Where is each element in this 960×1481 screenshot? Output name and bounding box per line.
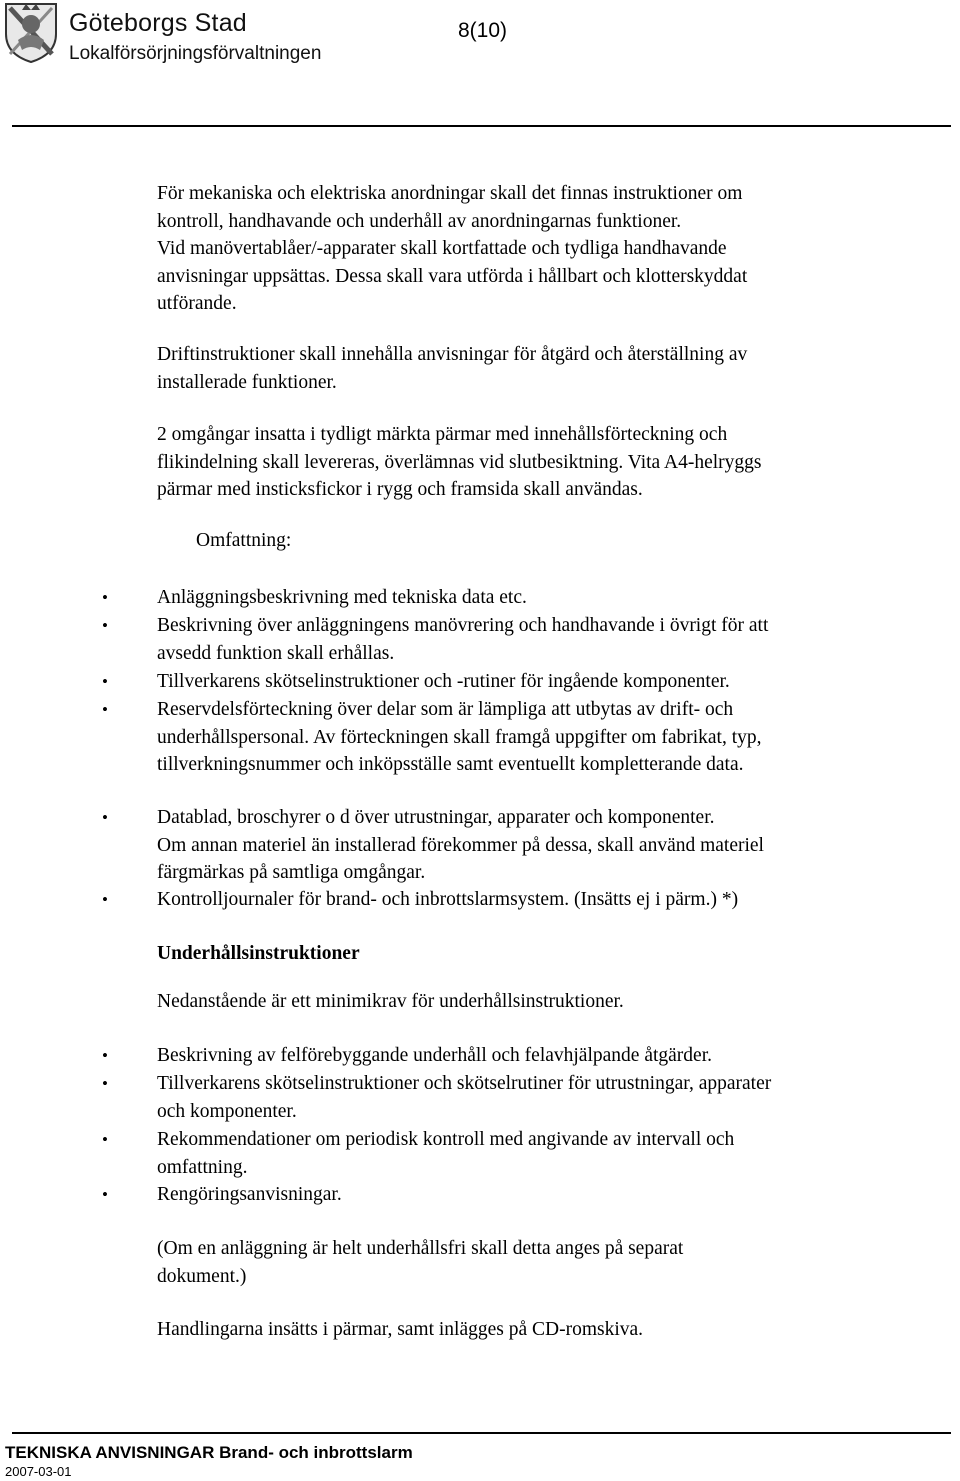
bullet-icon: •	[102, 616, 108, 635]
text-line: installerade funktioner.	[157, 371, 337, 393]
bullet-icon: •	[102, 808, 108, 827]
text-line: färgmärkas på samtliga omgångar.	[157, 862, 426, 883]
text-line: dokument.)	[157, 1265, 247, 1287]
text-line: Vid manövertablåer/-apparater skall kortfattade och tydliga handhavande	[157, 238, 727, 259]
organization-name: Göteborgs Stad	[69, 9, 247, 37]
text-line: Tillverkarens skötselinstruktioner och skötselrutiner för utrustningar, apparater	[157, 1073, 772, 1094]
footer-date: 2007-03-01	[5, 1464, 72, 1479]
text-line: avsedd funktion skall erhållas.	[157, 642, 395, 664]
text-line: Tillverkarens skötselinstruktioner och -rutiner för ingående komponenter.	[157, 671, 730, 692]
list-item	[157, 804, 917, 887]
header-divider	[12, 125, 951, 127]
list-item	[157, 1042, 917, 1070]
text-line: 2 omgångar insatta i tydligt märkta pärmar med innehållsförteckning och	[157, 424, 728, 445]
bullet-icon: •	[102, 588, 108, 607]
text-line: utförande.	[157, 293, 237, 314]
section-heading: Underhållsinstruktioner	[157, 943, 360, 964]
city-crest-icon	[0, 0, 62, 64]
text-line: pärmar med insticksfickor i rygg och framsida skall användas.	[157, 479, 643, 500]
bullet-icon: •	[102, 1185, 108, 1204]
text-line: Rengöringsanvisningar.	[157, 1184, 342, 1205]
text-line: Datablad, broschyrer o d över utrustningar, apparater och komponenter.	[157, 807, 715, 828]
text-line: För mekaniska och elektriska anordningar skall det finnas instruktioner om	[157, 183, 743, 204]
text-line: Anläggningsbeskrivning med tekniska data etc.	[157, 587, 527, 608]
paragraph-maintenance-intro: Nedanstående är ett minimikrav för underhållsinstruktioner.	[157, 991, 624, 1012]
footer-document-title: TEKNISKA ANVISNINGAR Brand- och inbrottslarm	[5, 1443, 413, 1462]
paragraph-closing: Handlingarna insätts i pärmar, samt inlägges på CD-romskiva.	[157, 1319, 644, 1340]
text-line: underhållspersonal. Av förteckningen skall framgå uppgifter om fabrikat, typ,	[157, 726, 762, 748]
text-line: (Om en anläggning är helt underhållsfri skall detta anges på separat	[157, 1238, 684, 1259]
bullet-icon: •	[102, 1130, 108, 1149]
text-line: Reservdelsförteckning över delar som är lämpliga att utbytas av drift- och	[157, 699, 734, 720]
bullet-icon: •	[102, 700, 108, 719]
text-line: omfattning.	[157, 1156, 248, 1178]
text-line: Driftinstruktioner skall innehålla anvisningar för åtgärd och återställning av	[157, 344, 748, 365]
paragraph-note	[157, 1235, 917, 1290]
bullet-icon: •	[102, 1046, 108, 1065]
list-item	[157, 612, 917, 667]
text-line: flikindelning skall levereras, överlämnas vid slutbesiktning. Vita A4-helryggs	[157, 451, 762, 473]
list-item	[157, 696, 917, 779]
text-line: och komponenter.	[157, 1100, 297, 1122]
list-item	[157, 584, 917, 612]
text-line: Rekommendationer om periodisk kontroll med angivande av intervall och	[157, 1129, 735, 1150]
text-line: Beskrivning av felförebyggande underhåll och felavhjälpande åtgärder.	[157, 1045, 712, 1066]
list-item	[157, 886, 917, 914]
text-line: Om annan materiel än installerad förekommer på dessa, skall använd materiel	[157, 834, 764, 856]
bullet-icon: •	[102, 890, 108, 909]
paragraph-binders	[157, 421, 917, 504]
text-line: Kontrolljournaler för brand- och inbrottslarmsystem. (Insätts ej i pärm.) *)	[157, 889, 739, 910]
list-item	[157, 1070, 917, 1125]
bullet-icon: •	[102, 1074, 108, 1093]
paragraph-operating-instructions	[157, 341, 917, 396]
text-line: Beskrivning över anläggningens manövrering och handhavande i övrigt för att	[157, 615, 769, 636]
paragraph-instructions	[157, 180, 917, 318]
footer-divider	[12, 1432, 951, 1434]
bullet-icon: •	[102, 672, 108, 691]
list-item	[157, 1181, 917, 1209]
text-line: anvisningar uppsättas. Dessa skall vara utförda i hållbart och klotterskyddat	[157, 265, 748, 287]
organization-department: Lokalförsörjningsförvaltningen	[69, 43, 322, 64]
text-line: kontroll, handhavande och underhåll av anordningarnas funktioner.	[157, 210, 682, 232]
page-number: 8(10)	[458, 19, 508, 42]
text-line: tillverkningsnummer och inköpsställe samt eventuellt kompletterande data.	[157, 754, 744, 775]
list-item	[157, 668, 917, 696]
scope-label: Omfattning:	[196, 530, 292, 551]
list-item	[157, 1126, 917, 1181]
